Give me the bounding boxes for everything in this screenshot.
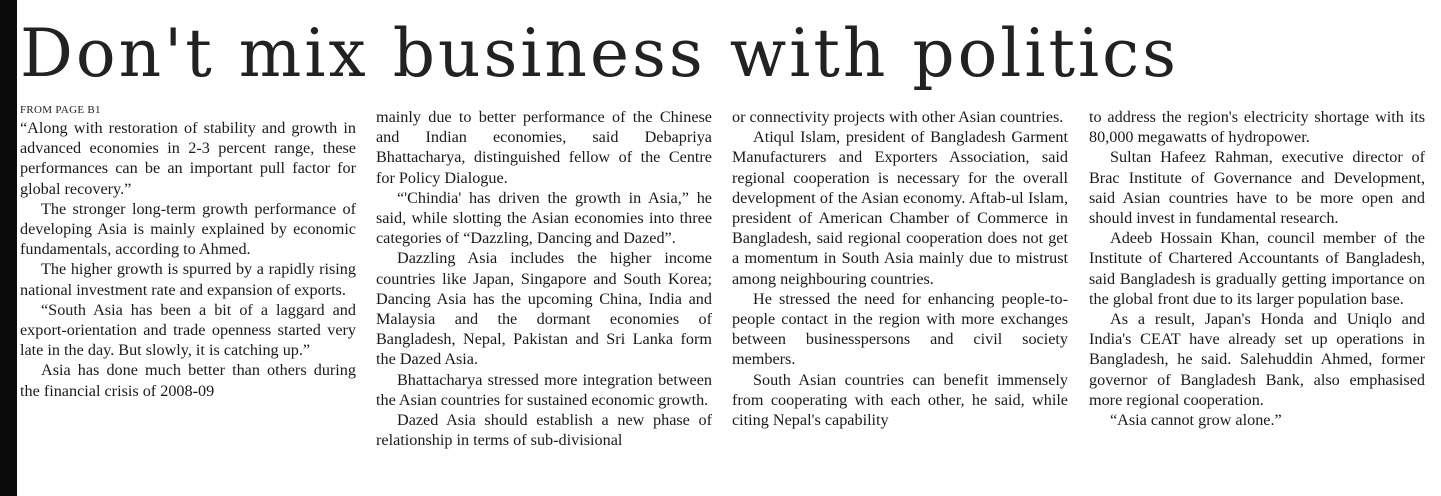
paragraph: As a result, Japan's Honda and Uniqlo and India's CEAT have already set up operations in Bangladesh, he said. Salehuddin Ahmed, former governor of Bangladesh Bank, also emphasised more regional cooperation.: [1089, 310, 1425, 409]
continued-from-label: FROM PAGE B1: [20, 104, 101, 116]
paragraph: The higher growth is spurred by a rapidly rising national investment rate and expansion of exports.: [20, 260, 356, 299]
paragraph: to address the region's electricity shortage with its 80,000 megawatts of hydropower.: [1089, 108, 1425, 147]
article-column-1: [20, 104, 356, 496]
paragraph: “Along with restoration of stability and growth in advanced economies in 2-3 percent range, these performances can be an important pull factor for global recovery.”: [20, 119, 356, 198]
paragraph: Atiqul Islam, president of Bangladesh Garment Manufacturers and Exporters Association, said regional cooperation is necessary for the overall development of the Asian economy. Aftab-ul Islam, president of American Chamber of Commerce in Bangladesh, said regional cooperation does not get a momentum in South Asia mainly due to mistrust among neighbouring countries.: [732, 128, 1068, 288]
paragraph: “Asia cannot grow alone.”: [1110, 411, 1282, 430]
paragraph: Sultan Hafeez Rahman, executive director of Brac Institute of Governance and Development, said Asian countries have to be more open and should invest in fundamental research.: [1089, 148, 1425, 228]
headline: Don't mix business with politics: [20, 15, 1179, 92]
article-column-4: [1089, 104, 1425, 496]
article-column-2: [376, 104, 712, 496]
paragraph: Dazzling Asia includes the higher income countries like Japan, Singapore and South Korea; Dancing Asia has the upcoming China, India and Malaysia and the dormant economies of Bangladesh, Nepal, Pakistan and Sri Lanka form the Dazed Asia.: [376, 249, 712, 369]
article-column-3: [732, 104, 1068, 496]
paragraph: or connectivity projects with other Asian countries.: [732, 108, 1064, 126]
paragraph: Asia has done much better than others during the financial crisis of 2008-09: [20, 361, 356, 400]
paragraph: He stressed the need for enhancing people-to-people contact in the region with more exchanges between businesspersons and civil society members.: [732, 289, 1068, 369]
paragraph: The stronger long-term growth performance of developing Asia is mainly explained by economic fundamentals, according to Ahmed.: [20, 199, 356, 259]
page-edge-bar: [0, 0, 17, 496]
paragraph: “'Chindia' has driven the growth in Asia,” he said, while slotting the Asian economies into three categories of “Dazzling, Dancing and Dazed”.: [376, 188, 712, 248]
paragraph: South Asian countries can benefit immensely from cooperating with each other, he said, while citing Nepal's capability: [732, 370, 1068, 430]
paragraph: “South Asia has been a bit of a laggard and export-orientation and trade openness started very late in the day. But slowly, it is catching up.”: [20, 300, 356, 360]
paragraph: mainly due to better performance of the Chinese and Indian economies, said Debapriya Bhattacharya, distinguished fellow of the Centre for Policy Dialogue.: [376, 108, 712, 187]
paragraph: Bhattacharya stressed more integration between the Asian countries for sustained economic growth.: [376, 370, 712, 409]
paragraph: Adeeb Hossain Khan, council member of the Institute of Chartered Accountants of Bangladesh, said Bangladesh is gradually getting importance on the global front due to its larger population base.: [1089, 229, 1425, 308]
paragraph: Dazed Asia should establish a new phase of relationship in terms of sub-divisional: [376, 411, 712, 450]
